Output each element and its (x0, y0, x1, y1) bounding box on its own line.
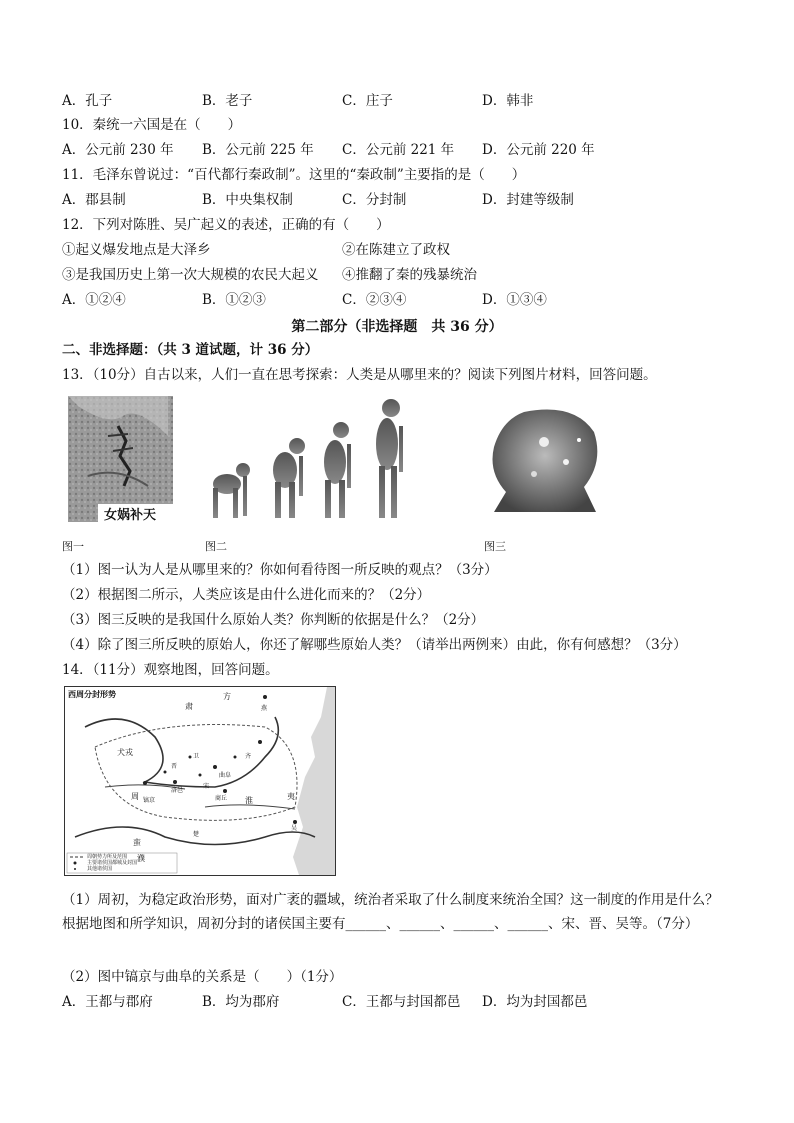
map-label-qufu: 曲阜 (219, 772, 232, 779)
q11-option-b: B．中央集权制 (202, 192, 293, 208)
q12-statement-2: ②在陈建立了政权 (342, 242, 450, 258)
map-legend-3: 其他诸侯国 (87, 866, 113, 872)
q13-sub4: （4）除了图三所反映的原始人，你还了解哪些原始人类？（请举出两例来）由此，你有何感想？（3分） (62, 637, 687, 653)
map-label-man: 蛮 (133, 838, 141, 847)
map-label-haojing: 镐京 (143, 797, 156, 804)
q9-option-c: C．庄子 (342, 93, 393, 109)
map-label-zhou: 周 (131, 792, 139, 801)
map-label-fang: 方 (223, 692, 231, 701)
map-label-pu: 濮 (137, 854, 145, 863)
q14-stem: 14．（11分）观察地图，回答问题。 (62, 662, 279, 678)
map-label-jin: 晋 (171, 763, 178, 770)
map-label-wei: 卫 (193, 753, 200, 760)
q10-stem: 10．秦统一六国是在（ ） (62, 117, 242, 133)
q10-option-c: C．公元前 221 年 (342, 142, 455, 158)
map-label-shangqiu: 商丘 (215, 795, 228, 802)
map-label-chu: 楚 (193, 831, 200, 838)
section2-heading: 二、非选择题：（共 3 道试题，计 36 分） (62, 342, 319, 358)
q14-sub2-option-b: B．均为郡府 (202, 994, 280, 1010)
q14-sub2-option-a: A．王都与郡府 (62, 994, 153, 1010)
q13-sub3: （3）图三反映的是我国什么原始人类？你判断的依据是什么？（2分） (62, 612, 485, 628)
map-legend-1: 周朝势力所及范围 (87, 854, 128, 860)
map-label-huai: 淮 (245, 796, 253, 805)
q12-option-d: D．①③④ (482, 292, 547, 308)
q10-option-b: B．公元前 225 年 (202, 142, 314, 158)
figure-1-nuwa (68, 396, 173, 522)
part2-title: 第二部分（非选择题 共 36 分） (291, 319, 503, 335)
q9-option-b: B．老子 (202, 93, 253, 109)
map-label-luoyi: 洛邑 (171, 787, 184, 794)
q12-statement-3: ③是我国历史上第一次大规模的农民大起义 (62, 267, 319, 283)
figure-3-caption: 图三 (484, 540, 506, 553)
map-label-yan: 燕 (261, 705, 268, 712)
bust-illustration (484, 402, 614, 522)
q10-option-a: A．公元前 230 年 (62, 142, 174, 158)
map-title: 西周分封形势 (68, 690, 116, 699)
map-label-wu: 吴 (291, 825, 298, 832)
figure-2-caption: 图二 (205, 540, 227, 553)
q11-option-c: C．分封制 (342, 192, 407, 208)
figure-2-evolution (205, 392, 430, 522)
q12-statement-4: ④推翻了秦的残暴统治 (342, 267, 477, 283)
figure-3-bust (484, 402, 614, 522)
q9-option-d: D．韩非 (482, 93, 534, 109)
figure-1-caption: 图一 (62, 540, 84, 553)
q12-option-c: C．②③④ (342, 292, 407, 308)
q14-sub2-option-d: D．均为封国都邑 (482, 994, 588, 1010)
map-western-zhou (64, 686, 336, 876)
figure-1-label: 女娲补天 (104, 508, 157, 523)
q12-option-b: B．①②③ (202, 292, 266, 308)
q11-option-d: D．封建等级制 (482, 192, 574, 208)
q9-option-a: A．孔子 (62, 93, 113, 109)
q10-option-d: D．公元前 220 年 (482, 142, 595, 158)
q12-stem: 12．下列对陈胜、吴广起义的表述，正确的有（ ） (62, 217, 390, 233)
q12-statement-1: ①起义爆发地点是大泽乡 (62, 242, 211, 258)
map-label-su: 肃 (185, 702, 193, 711)
q12-option-a: A．①②④ (62, 292, 126, 308)
q13-sub2: （2）根据图二所示，人类应该是由什么进化而来的？（2分） (62, 587, 431, 603)
map-illustration (65, 687, 335, 875)
evolution-illustration (205, 392, 430, 522)
q11-option-a: A．郡县制 (62, 192, 126, 208)
q13-sub1: （1）图一认为人是从哪里来的？你如何看待图一所反映的观点？（3分） (62, 562, 498, 578)
map-label-song: 宋 (203, 783, 210, 790)
map-legend-2: 主要诸侯国都城及封国 (87, 860, 138, 866)
q14-sub2-stem: （2）图中镐京与曲阜的关系是（ ）（1分） (62, 969, 343, 985)
map-label-qi: 齐 (245, 753, 252, 760)
map-label-rong: 犬戎 (117, 748, 133, 757)
q13-stem: 13．（10分）自古以来，人们一直在思考探索：人类是从哪里来的？阅读下列图片材料，回答问题。 (62, 367, 657, 383)
q14-sub1: （1）周初，为稳定政治形势，面对广袤的疆域，统治者采取了什么制度来统治全国？这一制度的作用是什么？根据地图和所学知识，周初分封的诸侯国主要有______、______、______、______、宋、晋、吴等。（7分） (62, 892, 719, 932)
q11-stem: 11．毛泽东曾说过：“百代都行秦政制”。这里的“秦政制”主要指的是（ ） (62, 167, 526, 183)
q14-sub2-option-c: C．王都与封国都邑 (342, 994, 461, 1010)
map-label-yi: 夷 (287, 792, 295, 801)
